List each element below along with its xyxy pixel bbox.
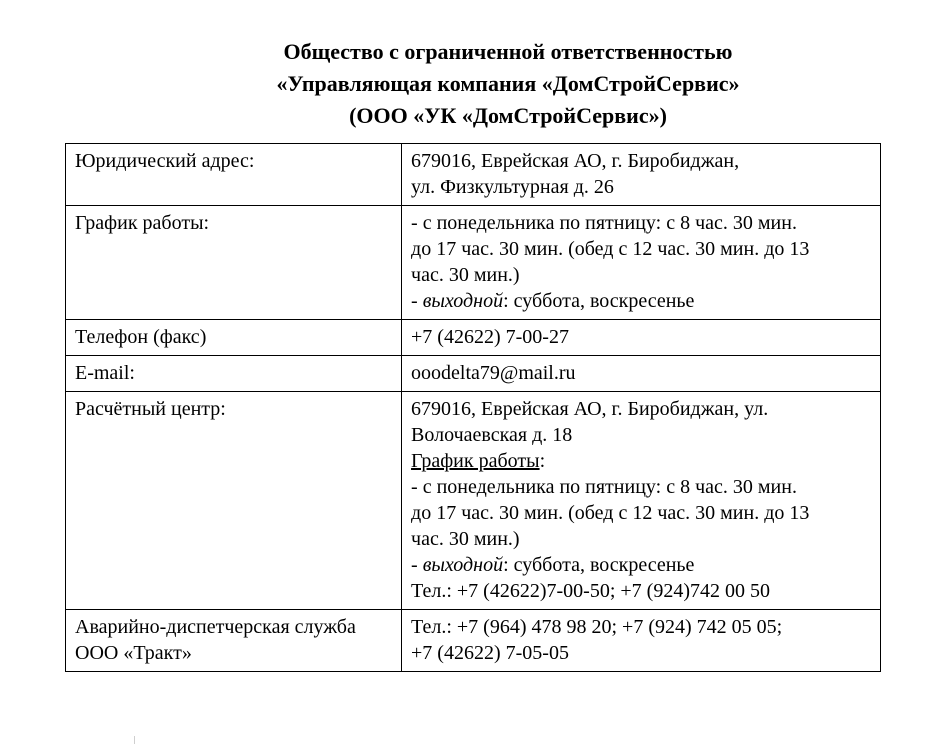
calc-center-phones: Тел.: +7 (42622)7-00-50; +7 (924)742 00 50	[411, 580, 770, 602]
calc-center-address-line: Волочаевская д. 18	[411, 424, 573, 446]
table-row-phone	[66, 320, 881, 356]
emergency-value	[402, 610, 881, 672]
table-row-schedule	[66, 206, 881, 320]
calc-center-label: Расчётный центр:	[66, 392, 402, 610]
dayoff-word: выходной	[422, 290, 504, 312]
address-label: Юридический адрес:	[66, 144, 402, 206]
document-header	[66, 36, 944, 132]
address-value	[402, 144, 881, 206]
calc-center-value	[402, 392, 881, 610]
table-row-address	[66, 144, 881, 206]
dayoff-word: выходной	[422, 554, 504, 576]
email-value: ooodelta79@mail.ru	[402, 356, 881, 392]
schedule-dayoff-line	[411, 288, 871, 314]
calc-center-schedule-line: до 17 час. 30 мин. (обед с 12 час. 30 мин. до 13	[411, 502, 810, 524]
schedule-line: - с понедельника по пятницу: с 8 час. 30 мин.	[411, 212, 797, 234]
emergency-label-line: Аварийно-диспетчерская служба	[75, 616, 356, 638]
address-line: 679016, Еврейская АО, г. Биробиджан,	[411, 150, 740, 172]
dayoff-prefix: -	[411, 290, 423, 312]
calc-center-schedule-heading: График работы	[411, 450, 540, 472]
dayoff-days: : суббота, воскресенье	[503, 290, 695, 312]
dayoff-prefix: -	[411, 554, 423, 576]
dayoff-days: : суббота, воскресенье	[503, 554, 695, 576]
schedule-label: График работы:	[66, 206, 402, 320]
page-edge-mark	[134, 736, 135, 744]
calc-center-dayoff-line	[411, 552, 871, 578]
table-row-calc-center	[66, 392, 881, 610]
email-label: E-mail:	[66, 356, 402, 392]
table-row-emergency	[66, 610, 881, 672]
calc-center-schedule-line: - с понедельника по пятницу: с 8 час. 30 мин.	[411, 476, 797, 498]
address-line: ул. Физкультурная д. 26	[411, 176, 614, 198]
header-line-company-type: Общество с ограниченной ответственностью	[283, 39, 733, 64]
calc-center-schedule-heading-line	[411, 448, 871, 474]
calc-center-schedule-colon: :	[539, 450, 546, 472]
header-line-company-name: «Управляющая компания «ДомСтройСервис»	[276, 71, 740, 96]
table-row-email	[66, 356, 881, 392]
calc-center-schedule-line: час. 30 мин.)	[411, 528, 520, 550]
phone-label: Телефон (факс)	[66, 320, 402, 356]
company-info-table	[65, 143, 881, 672]
emergency-phone-line: +7 (42622) 7-05-05	[411, 642, 569, 664]
emergency-phone-line: Тел.: +7 (964) 478 98 20; +7 (924) 742 05 05;	[411, 616, 783, 638]
emergency-label	[66, 610, 402, 672]
schedule-line: час. 30 мин.)	[411, 264, 520, 286]
schedule-line: до 17 час. 30 мин. (обед с 12 час. 30 мин. до 13	[411, 238, 810, 260]
schedule-value	[402, 206, 881, 320]
emergency-label-line: ООО «Тракт»	[75, 642, 192, 664]
header-line-short-name: (ООО «УК «ДомСтройСервис»)	[349, 103, 667, 128]
phone-value: +7 (42622) 7-00-27	[402, 320, 881, 356]
calc-center-address-line: 679016, Еврейская АО, г. Биробиджан, ул.	[411, 398, 769, 420]
